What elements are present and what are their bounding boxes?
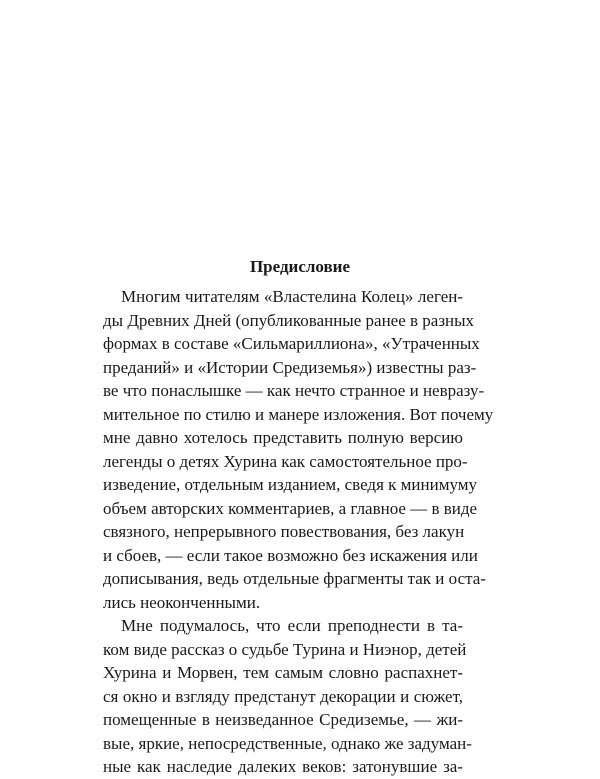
text-line: объем авторских комментариев, а главное — в виде xyxy=(103,498,478,518)
text-line: формах в составе «Сильмариллиона», «Утраченных xyxy=(103,334,480,353)
text-line: ся окно и взгляду предстанут декорации и сюжет, xyxy=(103,686,463,706)
text-line: ком виде рассказ о судьбе Турина и Ниэнор, детей xyxy=(103,639,467,659)
text-line: ные как наследие далеких веков: затонувшие за- xyxy=(103,757,463,776)
text-line: дописывания, ведь отдельные фрагменты так и оста- xyxy=(103,569,486,588)
text-line: преданий» и «Истории Средиземья») известны раз- xyxy=(103,357,477,377)
text-line: Мне подумалось, что если преподнести в та- xyxy=(121,616,463,635)
text-line: лись неоконченными. xyxy=(103,592,261,612)
text-line: изведение, отдельным изданием, сведя к минимуму xyxy=(103,475,477,494)
body-text xyxy=(103,285,494,779)
text-line: мительное по стилю и манере изложения. Вот почему xyxy=(103,404,494,424)
text-line: Хурина и Морвен, тем самым словно распахнет- xyxy=(103,663,463,682)
text-line: помещенные в неизведанное Средиземье, — жи- xyxy=(103,710,463,729)
page-title: Предисловие xyxy=(249,257,351,276)
text-line: связного, непрерывного повествования, без лакун xyxy=(103,522,465,541)
text-line: вые, яркие, непосредственные, однако же задуман- xyxy=(103,733,472,753)
text-line: ве что понаслышке — как нечто странное и невразу- xyxy=(103,381,485,400)
text-line: Многим читателям «Властелина Колец» леген- xyxy=(121,287,463,306)
text-line: и сбоев, — если такое возможно без искажения или xyxy=(103,545,478,565)
text-line: ды Древних Дней (опубликованные ранее в разных xyxy=(103,310,475,330)
text-line: легенды о детях Хурина как самостоятельное про- xyxy=(103,451,468,471)
text-line: мне давно хотелось представить полную версию xyxy=(103,428,463,447)
